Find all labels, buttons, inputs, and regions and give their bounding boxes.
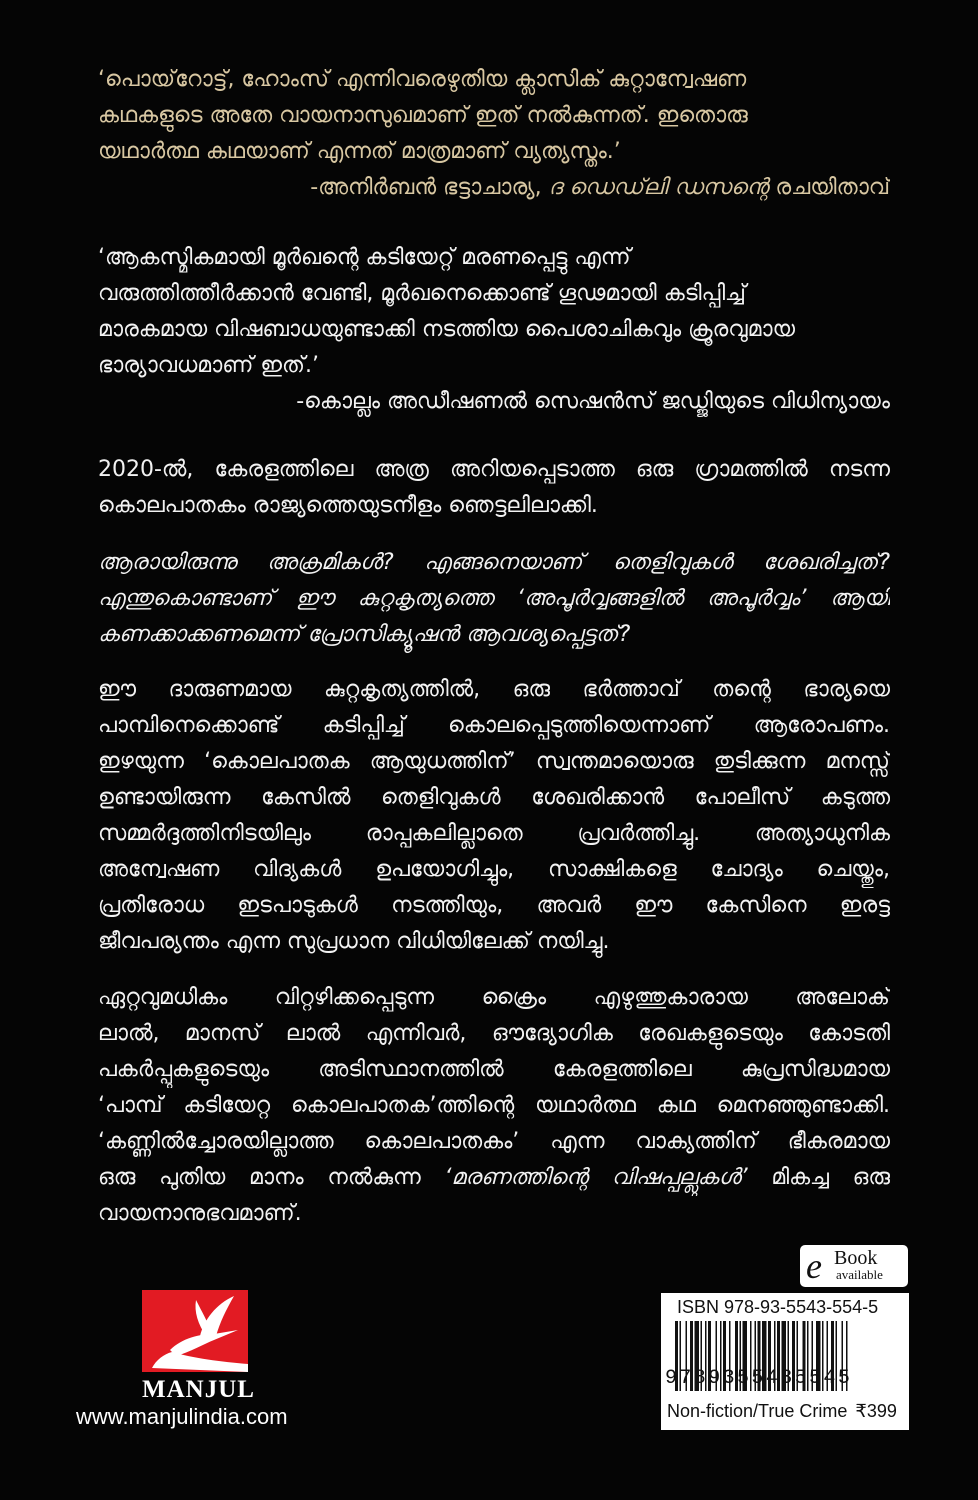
publisher-logo bbox=[142, 1290, 270, 1404]
paragraph-line: പകർപ്പുകളുടെയും അടിസ്ഥാനത്തിൽ കേരളത്തിലെ കുപ്രസിദ്ധമായ bbox=[98, 1057, 890, 1082]
crane-logo-icon bbox=[142, 1290, 248, 1372]
paragraph-line: ഈ ദാരുണമായ കുറ്റകൃത്യത്തിൽ, ഒരു ഭർത്താവ് തന്റെ ഭാര്യയെ bbox=[98, 677, 890, 702]
paragraph-line: ഏറ്റവുമധികം വിറ്റഴിക്കപ്പെടുന്ന ക്രൈം എഴുത്തുകാരായ അലോക് bbox=[98, 985, 890, 1010]
paragraph-line: ‘കണ്ണിൽച്ചോരയില്ലാത്ത കൊലപാതകം’ എന്ന വാക്യത്തിന് ഭീകരമായ bbox=[98, 1129, 890, 1154]
category-price-row bbox=[667, 1399, 897, 1423]
quote-line: ഭാര്യാവധമാണ് ഇത്.’ bbox=[98, 353, 319, 378]
publisher-name: MANJUL bbox=[142, 1376, 255, 1403]
paragraph-line: ആരായിരുന്നു അക്രമികൾ? എങ്ങനെയാണ് തെളിവുകൾ ശേഖരിച്ചത്? bbox=[98, 550, 890, 575]
intro-paragraph bbox=[98, 452, 890, 524]
paragraph-line: ജീവപര്യന്തം എന്ന സുപ്രധാന വിധിയിലേക്ക് നയിച്ചു. bbox=[98, 929, 610, 954]
book-title: ‘മരണത്തിന്റെ വിഷപ്പല്ലുകൾ’ bbox=[444, 1165, 748, 1190]
barcode-digits: 9789355435545 bbox=[665, 1367, 853, 1390]
book-price: ₹399 bbox=[855, 1401, 897, 1421]
quote-line: ‘പൊയ്‌റോട്ട്, ഹോംസ് എന്നിവരെഴുതിയ ക്ലാസിക് കുറ്റാന്വേഷണ bbox=[98, 67, 747, 92]
judgment-quote bbox=[98, 240, 890, 420]
paragraph-line: കൊലപാതകം രാജ്യത്തെയുടനീളം ഞെട്ടലിലാക്കി. bbox=[98, 493, 598, 518]
quote-line: ‘ആകസ്മികമായി മൂർഖന്റെ കടിയേറ്റ് മരണപ്പെട്ടു എന്ന് bbox=[98, 245, 631, 270]
paragraph-line: അന്വേഷണ വിദ്യകൾ ഉപയോഗിച്ചും, സാക്ഷികളെ ചോദ്യം ചെയ്തും, bbox=[98, 857, 890, 882]
ebook-available-badge bbox=[800, 1245, 908, 1287]
quote-attribution bbox=[98, 170, 890, 206]
paragraph-line: കണക്കാക്കണമെന്ന് പ്രോസിക്യൂഷൻ ആവശ്യപ്പെട്ടത്? bbox=[98, 622, 631, 647]
attribution-prefix: -അനിർബൻ ഭട്ടാചാര്യ, bbox=[310, 175, 549, 200]
authors-paragraph bbox=[98, 980, 890, 1232]
barcode-box bbox=[661, 1293, 909, 1430]
paragraph-line: ഉണ്ടായിരുന്ന കേസിൽ തെളിവുകൾ ശേഖരിക്കാൻ പോലീസ് കടുത്ത bbox=[98, 785, 890, 810]
ebook-book-label: Book bbox=[834, 1247, 878, 1269]
book-category: Non-fiction/True Crime bbox=[667, 1401, 848, 1421]
review-quote-1 bbox=[98, 62, 890, 206]
line-suffix: മികച്ച ഒരു bbox=[747, 1165, 890, 1190]
paragraph-line: ലാൽ, മാനസ് ലാൽ എന്നിവർ, ഔദ്യോഗിക രേഖകളുടെയും കോടതി bbox=[98, 1021, 890, 1046]
paragraph-line: സമ്മർദ്ദത്തിനിടയിലും രാപ്പകലില്ലാതെ പ്രവർത്തിച്ചു. അത്യാധുനിക bbox=[98, 821, 890, 846]
paragraph-line: വായനാനുഭവമാണ്. bbox=[98, 1201, 302, 1226]
summary-paragraph bbox=[98, 672, 890, 960]
line-prefix: ഒരു പുതിയ മാനം നൽകുന്ന bbox=[98, 1165, 445, 1190]
ebook-available-label: available bbox=[836, 1267, 883, 1282]
quote-attribution: -കൊല്ലം അഡീഷണൽ സെഷൻസ് ജഡ്ജിയുടെ വിധിന്യായം bbox=[296, 389, 890, 414]
ebook-e-letter: e bbox=[806, 1246, 822, 1286]
paragraph-line: എന്തുകൊണ്ടാണ് ഈ കുറ്റകൃത്യത്തെ ‘അപൂർവ്വങ്ങളിൽ അപൂർവ്വം’ ആയി bbox=[98, 586, 890, 611]
quote-line: യഥാർത്ഥ കഥയാണ് എന്നത് മാത്രമാണ് വ്യത്യസ്തം.’ bbox=[98, 139, 621, 164]
attribution-book-title: ദ ഡെഡ്‌ലി ഡസന്റെ bbox=[548, 175, 769, 200]
quote-line: കഥകളുടെ അതേ വായനാസുഖമാണ് ഇത് നൽകുന്നത്. ഇതൊരു bbox=[98, 103, 748, 128]
paragraph-line bbox=[98, 1160, 890, 1196]
paragraph-line: പാമ്പിനെക്കൊണ്ട് കടിപ്പിച്ച് കൊലപ്പെടുത്തിയെന്നാണ് ആരോപണം. bbox=[98, 713, 890, 738]
questions-paragraph bbox=[98, 545, 890, 653]
paragraph-line: പ്രതിരോധ ഇടപാടുകൾ നടത്തിയും, അവർ ഈ കേസിനെ ഇരട്ട bbox=[98, 893, 890, 918]
paragraph-line: ഇഴയുന്ന ‘കൊലപാതക ആയുധത്തിന്’ സ്വന്തമായൊരു തുടിക്കുന്ന മനസ്സ് bbox=[98, 749, 890, 774]
paragraph-line: 2020-ൽ, കേരളത്തിലെ അത്ര അറിയപ്പെടാത്ത ഒരു ഗ്രാമത്തിൽ നടന്ന bbox=[98, 457, 890, 482]
publisher-website[interactable]: www.manjulindia.com bbox=[76, 1404, 288, 1429]
isbn-text: ISBN 978-93-5543-554-5 bbox=[677, 1297, 879, 1317]
paragraph-line: ‘പാമ്പ് കടിയേറ്റ കൊലപാതക’ത്തിന്റെ യഥാർത്ഥ കഥ മെനഞ്ഞുണ്ടാക്കി. bbox=[98, 1093, 890, 1118]
quote-line: മാരകമായ വിഷബാധയുണ്ടാക്കി നടത്തിയ പൈശാചികവും ക്രൂരവുമായ bbox=[98, 317, 796, 342]
quote-line: വരുത്തിത്തീർക്കാൻ വേണ്ടി, മൂർഖനെക്കൊണ്ട് ഗൂഢമായി കടിപ്പിച്ച് bbox=[98, 281, 746, 306]
attribution-suffix: രചയിതാവ് bbox=[768, 175, 890, 200]
